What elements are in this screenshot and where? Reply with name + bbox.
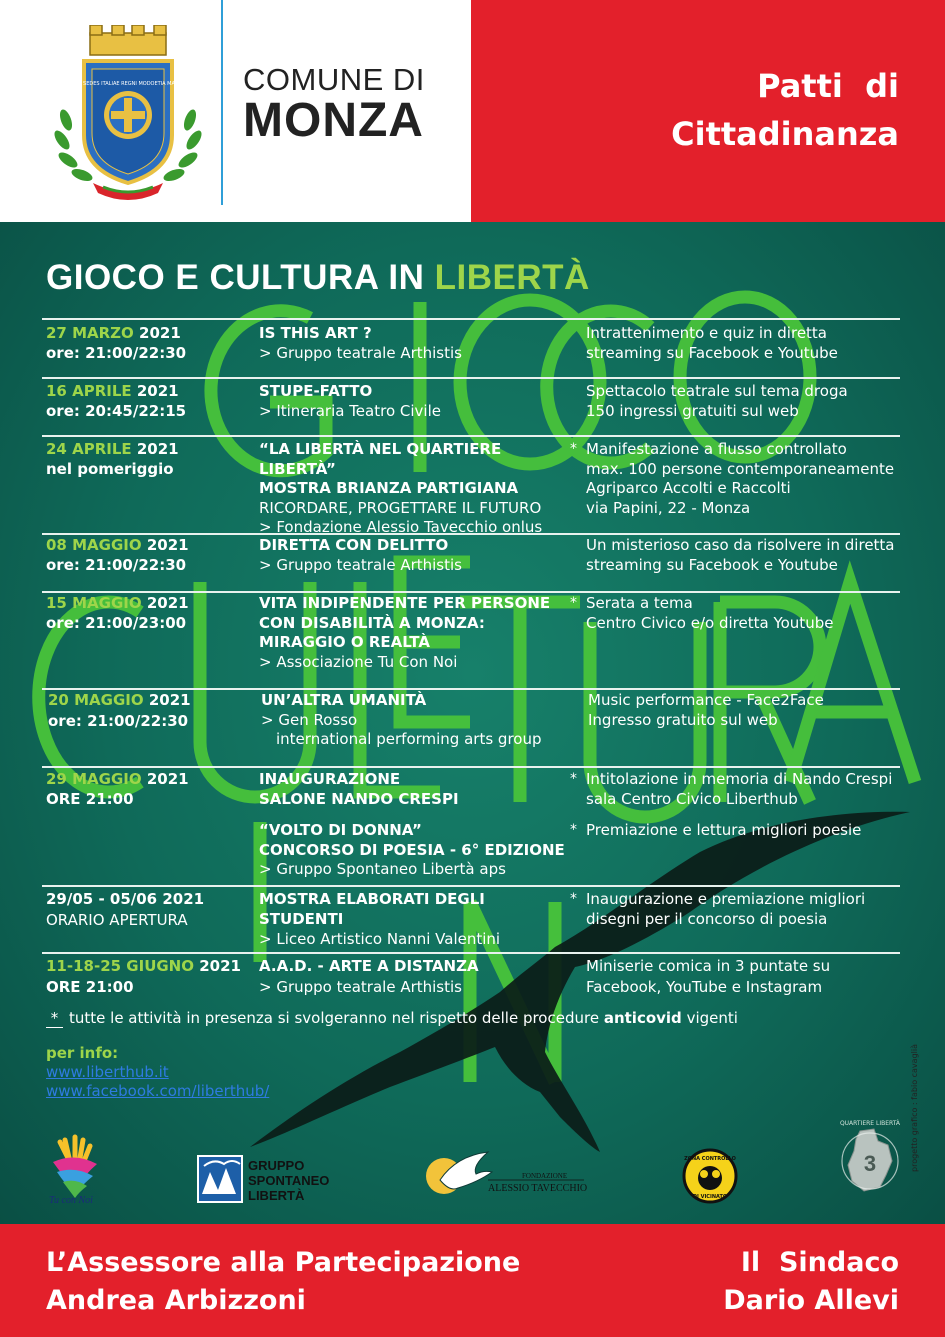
patti-di-cittadinanza-heading	[671, 62, 899, 158]
fondazione-alessio-tavecchio-logo	[422, 1148, 592, 1202]
event-info	[259, 324, 569, 363]
event-description: Miniserie comica in 3 puntate su Facebook, YouTube e Instagram	[586, 957, 831, 996]
event-title: UN’ALTRA UMANITÀ	[261, 691, 427, 709]
anticovid-note: * tutte le attività in presenza si svolgeranno nel rispetto delle procedure anticovid vigenti	[46, 1009, 738, 1028]
event-time: ORE 21:00	[46, 789, 134, 808]
event-time: ore: 21:00/23:00	[46, 613, 187, 632]
assessore-role: L’Assessore alla Partecipazione	[46, 1247, 521, 1278]
comune-di-monza-logotype	[243, 64, 425, 145]
event-organizer: > Itineraria Teatro Civile	[259, 401, 441, 420]
covid-note-marker: *	[570, 771, 577, 787]
row-separator	[42, 435, 900, 437]
zona-line1: ZONA CONTROLLO	[684, 1156, 736, 1162]
quartiere-title: QUARTIERE LIBERTÀ	[839, 1120, 901, 1127]
event-organizer: > Gruppo teatrale Arthistis	[259, 555, 462, 574]
covid-note-marker: *	[570, 441, 577, 457]
event-title: A.A.D. - ARTE A DISTANZA	[259, 957, 479, 975]
event-description: Un misterioso caso da risolvere in diretta streaming su Facebook e Youtube	[586, 536, 895, 574]
event-description: Music performance - Face2Face Ingresso gratuito sul web	[588, 691, 824, 729]
event-date: 29 MAGGIO 2021 ORE 21:00	[46, 770, 246, 809]
event-title: VITA INDIPENDENTE PER PERSONE	[259, 594, 551, 612]
event-date: 24 APRILE 2021 nel pomeriggio	[46, 440, 246, 479]
event-info	[259, 770, 569, 880]
event-title: INAUGURAZIONE	[259, 770, 401, 788]
event-organizer: > Fondazione Alessio Tavecchio onlus	[259, 518, 543, 536]
event-title: “LA LIBERTÀ NEL QUARTIERE LIBERTÀ”	[259, 440, 502, 478]
event-title: CON DISABILITÀ A MONZA:	[259, 613, 485, 632]
event-time: ORE 21:00	[46, 977, 134, 996]
event-title: IS THIS ART ?	[259, 324, 372, 342]
patti-line1: Patti di	[757, 67, 899, 105]
event-info	[259, 594, 569, 672]
footer-assessore	[46, 1244, 520, 1320]
event-info	[259, 440, 569, 538]
zona-line2: DI VICINATO	[692, 1194, 728, 1200]
event-date: 15 MAGGIO 2021 ore: 21:00/23:00	[46, 594, 246, 633]
event-info	[259, 957, 569, 997]
row-separator	[42, 766, 900, 768]
event-title: MOSTRA ELABORATI DEGLI STUDENTI	[259, 890, 485, 928]
tu-con-noi-text: Tu con Noi	[49, 1195, 93, 1206]
event-organizer: > Gruppo teatrale Arthistis	[259, 977, 462, 996]
event-organizer: > Liceo Artistico Nanni Valentini	[259, 930, 501, 948]
row-separator	[42, 318, 900, 320]
patti-line2: Cittadinanza	[671, 115, 899, 153]
event-description: Intrattenimento e quiz in diretta streaming su Facebook e Youtube	[586, 324, 838, 362]
tu-con-noi-logo	[45, 1132, 105, 1207]
quartiere-number: 3	[863, 1151, 877, 1176]
event-info	[259, 536, 569, 575]
event-description-2: Premiazione e lettura migliori poesie	[586, 821, 862, 839]
event-info	[259, 890, 569, 950]
covid-note-marker: *	[570, 595, 577, 611]
event-description: Spettacolo teatrale sul tema droga 150 ingressi gratuiti sul web	[586, 382, 848, 420]
title-main: GIOCO E CULTURA IN	[46, 258, 435, 297]
gruppo-line1: GRUPPO	[248, 1158, 305, 1173]
title-highlight: LIBERTÀ	[434, 258, 590, 297]
assessore-name: Andrea Arbizzoni	[46, 1285, 306, 1316]
event-title: “VOLTO DI DONNA”	[259, 821, 422, 839]
covid-note-marker: *	[570, 822, 577, 838]
note-star: *	[46, 1009, 63, 1028]
gruppo-spontaneo-liberta-logo	[196, 1150, 336, 1208]
event-time: ORARIO APERTURA	[46, 910, 188, 929]
crest-motto: EST SEDES ITALIAE REGNI MODOETIA MAGNI	[72, 81, 184, 87]
event-organizer: > Gruppo teatrale Arthistis	[259, 343, 462, 362]
event-time: ore: 20:45/22:15	[46, 401, 187, 420]
event-date: 11-18-25 GIUGNO 2021 ORE 21:00	[46, 957, 246, 997]
event-time: ore: 21:00/22:30	[46, 343, 187, 362]
sindaco-role: Il Sindaco	[740, 1247, 899, 1278]
comune-line2: MONZA	[243, 94, 424, 147]
event-date: 29/05 - 05/06 2021 ORARIO APERTURA	[46, 890, 246, 930]
event-description: Inaugurazione e premiazione migliori disegni per il concorso di poesia	[586, 890, 866, 928]
info-label: per info:	[46, 1044, 119, 1062]
fondazione-line2: ALESSIO TAVECCHIO	[488, 1183, 588, 1194]
comune-line1: COMUNE DI	[243, 62, 425, 97]
event-date: 16 APRILE 2021 ore: 20:45/22:15	[46, 382, 246, 421]
event-time: ore: 21:00/22:30	[46, 555, 187, 574]
zona-controllo-vicinato-logo	[682, 1148, 738, 1204]
event-organizer: > Gen Rosso	[261, 710, 358, 729]
event-info	[261, 691, 571, 750]
event-title: STUPE-FATTO	[259, 382, 373, 400]
row-separator	[42, 885, 900, 887]
row-separator	[42, 591, 900, 593]
row-separator	[42, 952, 900, 954]
fondazione-line1: FONDAZIONE	[522, 1172, 568, 1180]
graphic-design-credit: progetto grafico : fabio cavaglià	[910, 1044, 919, 1172]
event-description: Serata a tema Centro Civico e/o diretta Youtube	[586, 594, 834, 632]
sindaco-name: Dario Allevi	[723, 1285, 899, 1316]
event-description: Manifestazione a flusso controllato max. 100 persone contemporaneamente Agriparco Accolti e Raccolti via Papini, 22 - Monza	[586, 440, 895, 517]
gruppo-line2: SPONTANEO	[248, 1173, 330, 1188]
event-date: 27 MARZO 2021 ore: 21:00/22:30	[46, 324, 246, 363]
event-description: Intitolazione in memoria di Nando Crespi sala Centro Civico Liberthub	[586, 770, 893, 808]
row-separator	[42, 377, 900, 379]
event-title: MIRAGGIO O REALTÀ	[259, 633, 430, 651]
event-organizer-detail: international performing arts group	[276, 730, 542, 748]
header-divider	[221, 0, 223, 205]
gruppo-line3: LIBERTÀ	[248, 1188, 305, 1203]
event-title: SALONE NANDO CRESPI	[259, 789, 459, 808]
facebook-link[interactable]: www.facebook.com/liberthub/	[46, 1082, 270, 1100]
event-date: 08 MAGGIO 2021 ore: 21:00/22:30	[46, 536, 246, 575]
event-time: ore: 21:00/22:30	[48, 711, 189, 730]
monza-crest-logo	[48, 25, 208, 205]
poster-title	[46, 258, 590, 298]
event-info	[259, 382, 569, 421]
event-date: 20 MAGGIO 2021 ore: 21:00/22:30	[48, 691, 248, 731]
footer-sindaco	[723, 1244, 899, 1320]
website-link[interactable]: www.liberthub.it	[46, 1063, 169, 1081]
event-title: MOSTRA BRIANZA PARTIGIANA	[259, 479, 519, 497]
event-title: CONCORSO DI POESIA - 6° EDIZIONE	[259, 840, 565, 859]
event-organizer: > Gruppo Spontaneo Libertà aps	[259, 860, 506, 878]
event-title: DIRETTA CON DELITTO	[259, 536, 449, 554]
event-organizer: > Associazione Tu Con Noi	[259, 652, 458, 671]
event-subtitle: RICORDARE, PROGETTARE IL FUTURO	[259, 498, 542, 517]
covid-note-marker: *	[570, 891, 577, 907]
row-separator	[42, 688, 900, 690]
event-time: nel pomeriggio	[46, 459, 174, 478]
quartiere-liberta-logo	[834, 1115, 906, 1200]
